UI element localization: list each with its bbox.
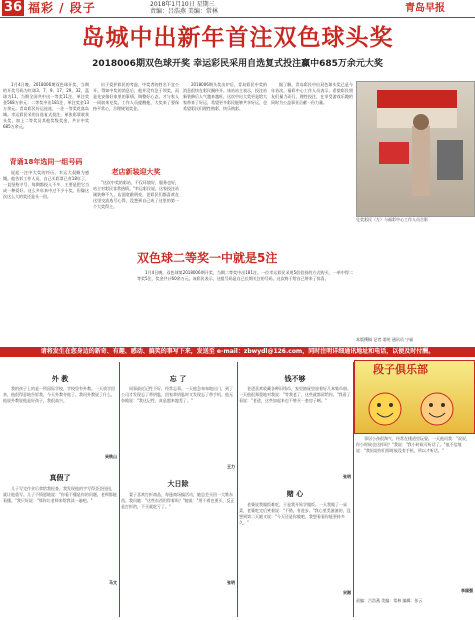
joke-club-banner bbox=[354, 360, 475, 434]
newspaper-logo: 青岛早报 bbox=[405, 3, 445, 14]
joke-title-not-enough-money: 钱不够 bbox=[284, 375, 306, 383]
joke-author: 张明 bbox=[227, 580, 235, 585]
joke-body-3: 同事最近记性不好，经常忘事。一天他急匆匆地出门，到了公司才发现忘了带钥匙，回家拿钥匙时又发现忘了带手机。他无奈地说："我这记性，真是越来越差了。" bbox=[121, 386, 233, 403]
photo-caption: 兑奖彩民（左）与福彩中心工作人员合影 bbox=[356, 217, 428, 222]
joke-title: 真假了 bbox=[49, 474, 71, 482]
article-subtitle-1: 背诵18年选同一组号码 bbox=[9, 158, 83, 166]
column-divider bbox=[119, 362, 120, 617]
subheadline: 2018006期双色球开奖 幸运彩民采用自选复式投注赢中685万余元大奖 bbox=[92, 59, 383, 69]
date-line: 2018年1月10日 星期三 bbox=[150, 1, 215, 8]
article-col2: 出于爱护彩民的考虑，中奖者的姓名不宜公开。得知中奖的消息后，他并没有急于领奖，而是先安排好家里的事情，调整好心态，才与家人一同前来兑奖。工作人员提醒他，大奖来了要保持平常心，合理规划奖金。 bbox=[93, 82, 179, 111]
joke-author: 张明 bbox=[343, 474, 351, 479]
joke-title: 大日除 bbox=[167, 480, 189, 488]
reporter-line: 本版撰稿 记者 姜明 通讯员 宁福 bbox=[356, 337, 414, 342]
joke-body-1: 我的孩子上的是一所国际学校，学校里有外教。一天放学回来，他很得意地告诉我，今天外教夸他了。我问外教说了什么，他说外教说他是好孩子，我很高兴。 bbox=[3, 386, 115, 403]
article-col4: 据了解，青岛彩民中出双色球头奖已是今年首次。福彩中心工作人员表示，希望彩民朋友们量力而行、理性投注，在享受游戏乐趣的同时为公益事业贡献一份力量。 bbox=[271, 82, 353, 105]
joke-body-7: 邻居小孩很淘气，经常在楼道里玩耍。一天他问我："叔叔，你小时候也这样吗？"我说："我小时候可听话了。"他不信地说："我妈说你们那时候没有手机，所以才听话。" bbox=[356, 436, 470, 453]
joke-title-forget: 忘 了 bbox=[169, 375, 187, 383]
page-number: 36 bbox=[3, 0, 23, 15]
joke-body-4: 妻子喜欢打折商品，每逢商场搞活动，她总会买回一大堆东西。我问她："这些东西用得着吗？"她说："用不着也要买，反正是打折的，不买就吃亏了。" bbox=[121, 492, 235, 509]
joke-club-title: 段子俱乐部 bbox=[373, 363, 428, 376]
column-divider bbox=[237, 362, 238, 617]
footer-editors: 责编：吕浩燕 美编：常林 编辑：张云 bbox=[356, 598, 423, 603]
joke-title-foreign-teacher: 外 教 bbox=[51, 375, 69, 383]
joke-author: 马文 bbox=[109, 580, 117, 585]
article-col1b: 说起一注中大奖的经历，幸运大叔颇为感慨。他告诉工作人员，自己买彩票已有18年了，一直坚持守号，每期都投入不多，主要是把它当成一种爱好。这么多年来中过不少小奖，但像这次这么大的奖还是头一回。 bbox=[3, 170, 89, 199]
joke-author: 王力 bbox=[227, 464, 235, 469]
award-photo bbox=[356, 81, 475, 217]
joke-author: 李国强 bbox=[461, 588, 473, 593]
submission-banner: 请将发生在您身边的新奇、有趣、感动、搞笑的事写下来，发送至 e-mail：zbwydl@126.com，同时注明详细通讯地址和电话，以便及时付酬。 bbox=[0, 347, 475, 357]
joke-title: 赌 心 bbox=[286, 490, 304, 498]
article-col3: 2018006期头奖出炉后，青岛彩民中奖的消息很快在彩民圈传开。该站站主表示，投注站新装修后人气越来越旺，这次中出大奖更是给大家带来了好运，希望更多彩民能够共享好运，也希望彩民们理性购彩、快乐购彩。 bbox=[183, 82, 267, 111]
section-title: 福彩 / 段子 bbox=[28, 1, 96, 15]
article-col2b: "这次中奖的彩站，不仅环境好，服务也好，站主对彩民非常热情。"幸运彩民说，这家投注站刚装修不久，店面宽敞明亮，老彩民们都喜欢在这里交流选号心得，没想到自己成了这里的第一个大奖得主。 bbox=[93, 180, 179, 209]
article-subtitle-2: 老店新装迎大奖 bbox=[111, 168, 161, 176]
joke-body-6: 老婆说我做饭难吃，于是我开始学做饭。一天我做了一桌菜，老婆吃完后笑着说："不错，有进步。"我心里美滋滋的，没想到第二天她又说："今天还是你做吧，我想看看你能坚持多久。" bbox=[239, 502, 351, 525]
joke-author: 宋湘 bbox=[343, 590, 351, 595]
subheadline-2: 双色球二等奖一中就是5注 bbox=[137, 251, 278, 265]
joke-author: 吴铁山 bbox=[105, 454, 117, 459]
joke-body-5: 老爸喜欢收藏各种旧钱币，家里抽屉里放着好几本集币册。一天他很郑重地对我说："等我老了，这些就都留给你。"我看了看说："老爸，这些加起来也不够买一套房子啊。" bbox=[239, 386, 351, 403]
lower-article: 1月4日晚，双色球第2018006期开奖，当期二等奖中出181注。一位幸运彩民采用5倍倍投的方式购买，一举中得二等奖5注，奖金共计60余万元。该彩民表示，这组号码是自己长期关注的号码，这次终于给自己带来了惊喜。 bbox=[137, 270, 353, 281]
joke-body-2: 儿子写完作业后拿给我检查，我发现他的字写得歪歪扭扭，就让他重写。儿子不情愿地说："你看不懂是你的问题，老师都能看懂。"我只好说："那你让老师来给我读一遍吧。" bbox=[3, 486, 117, 503]
editors-line: 责编：吕浩燕 美编：常林 bbox=[150, 8, 218, 15]
headline: 岛城中出新年首注双色球头奖 bbox=[81, 25, 394, 51]
article-col1: 1月4日晚，2018006期双色球开奖，当期的开奖号码为红球3、7、9、17、29、32，蓝球为11。当期全国共中出一等奖11注，单注奖金568万余元；二等奖中出181注，单注奖金13万余元。青岛彩民好运连连，一注一等奖花落岛城。幸运彩民采用自选复式投注，单张彩票收获头奖，加上二等奖及其他奖级奖金，共计中奖685万余元。 bbox=[3, 82, 89, 129]
